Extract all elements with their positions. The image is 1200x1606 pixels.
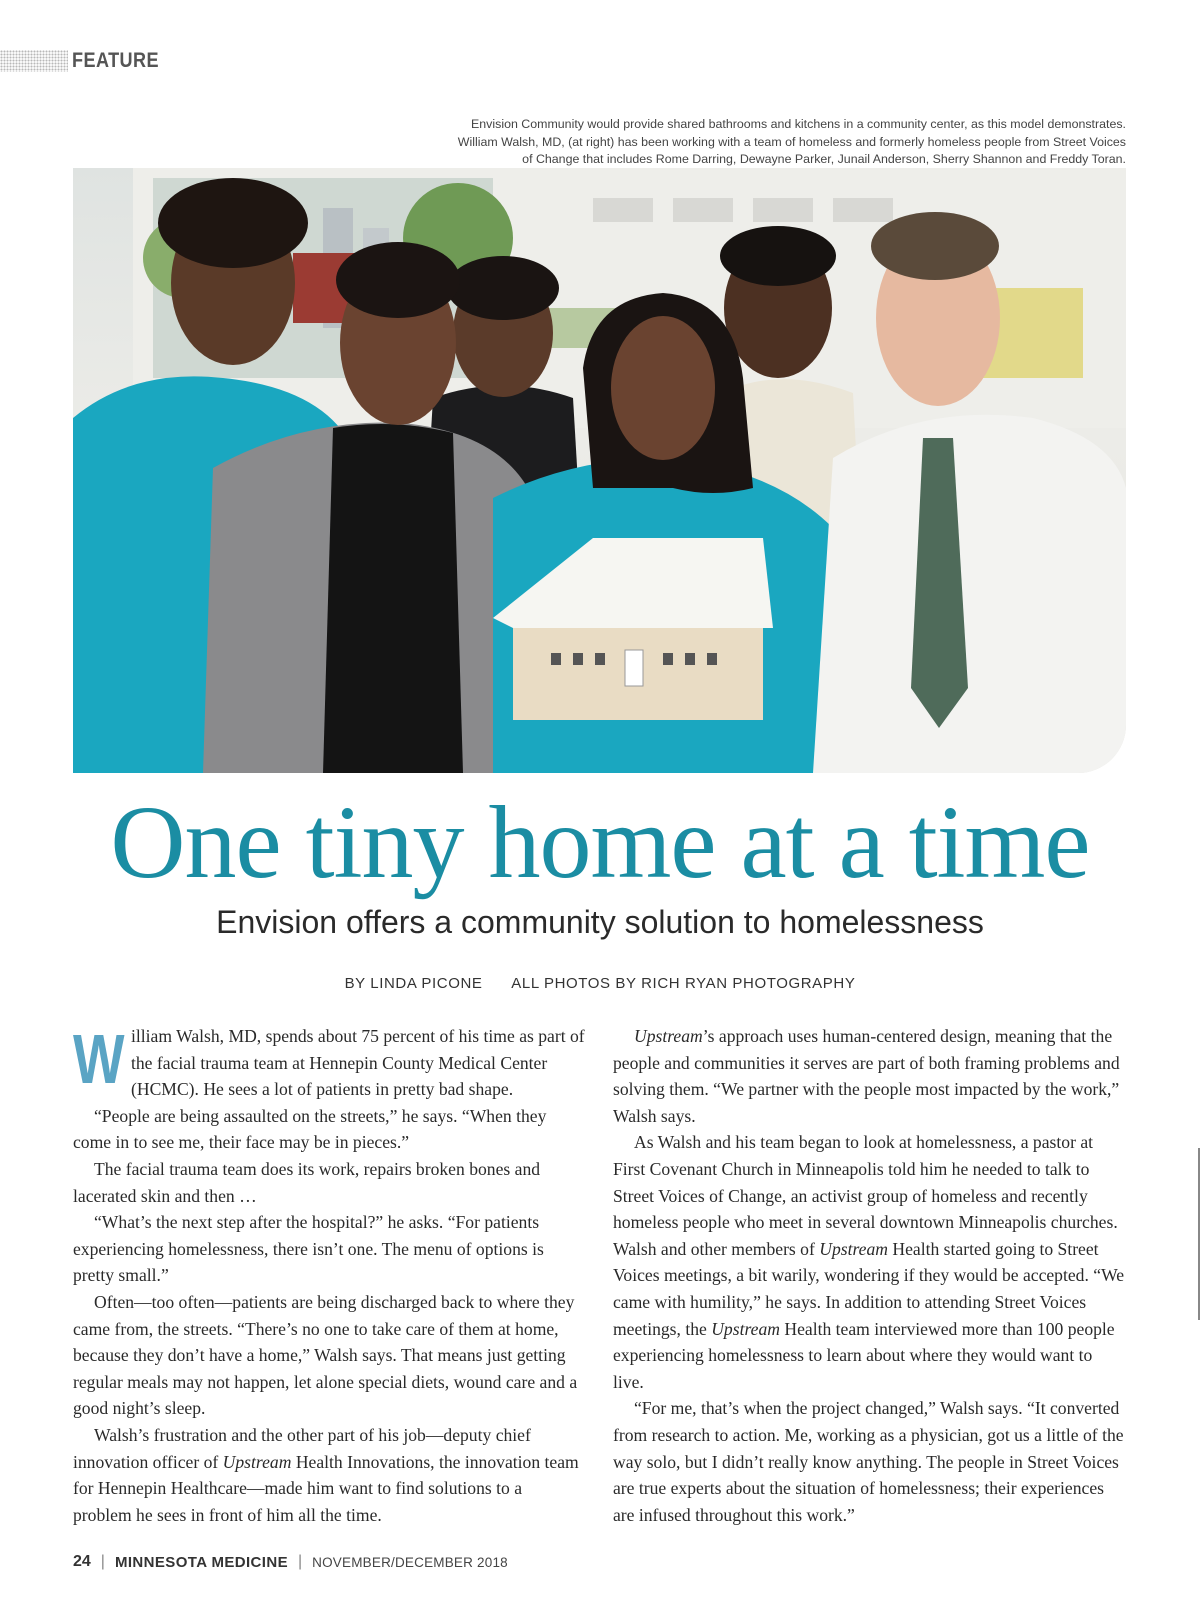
article-column-left bbox=[73, 1020, 585, 1528]
paragraph-text: Health Innovations, the innovation team for Hennepin Healthcare—made him want to find solutions to a problem he sees in front of him all the time. bbox=[73, 1451, 579, 1525]
byline bbox=[0, 975, 1200, 992]
person-hair bbox=[336, 242, 460, 318]
section-tag bbox=[0, 48, 173, 74]
paragraph-text: ’s approach uses human-centered design, meaning that the people and communities it serves are part of both framing problems and solving them. “We partner with the people most impacted by the work,” Walsh says. bbox=[613, 1026, 1120, 1126]
paragraph bbox=[73, 1422, 585, 1528]
model-window bbox=[707, 653, 717, 665]
magazine-name: MINNESOTA MEDICINE bbox=[114, 1553, 288, 1571]
footer-separator: | bbox=[100, 1553, 105, 1570]
model-window bbox=[551, 653, 561, 665]
paragraph-text: illiam Walsh, MD, spends about 75 percent of his time as part of the facial trauma team at Hennepin County Medical Center (HCMC). He sees a lot of patients in pretty bad shape. bbox=[131, 1026, 585, 1100]
page-footer bbox=[73, 1552, 508, 1572]
paragraph-text: As Walsh and his team began to look at homelessness, a pastor at First Covenant Church in Minneapolis told him he needed to talk to Street Voices of Change, an activist group of homeless and recently homeless people who meet in several downtown Minneapolis churches. Walsh and other members of bbox=[613, 1132, 1118, 1259]
author-credit: BY LINDA PICONE bbox=[344, 975, 483, 992]
person-hair bbox=[871, 212, 999, 280]
model-window bbox=[573, 653, 583, 665]
paragraph: “People are being assaulted on the streets,” he says. “When they come in to see me, their face may be in pieces.” bbox=[73, 1105, 547, 1153]
model-window bbox=[685, 653, 695, 665]
white-shirt bbox=[813, 415, 1126, 773]
model-window bbox=[663, 653, 673, 665]
group-portrait-illustration bbox=[73, 168, 1126, 773]
section-label: FEATURE bbox=[72, 49, 159, 72]
paragraph bbox=[613, 1129, 1125, 1395]
diagram-box bbox=[753, 198, 813, 222]
paragraph: “For me, that’s when the project changed,” Walsh says. “It converted from research to action. Me, working as a physician, got us a little of the way solo, but I didn’t really know anything. The people in Street Voices are true experts about the situation of homelessness; their experiences are infused throughout this work.” bbox=[613, 1398, 1124, 1525]
halftone-dots bbox=[0, 50, 68, 72]
paragraph: Often—too often—patients are being discharged back to where they came from, the streets. “There’s no one to take care of them at home, because they don’t have a home,” Walsh says. That means just getting regular meals may not happen, let alone special diets, wound care and a good night’s sleep. bbox=[73, 1291, 578, 1419]
model-window bbox=[595, 653, 605, 665]
paragraph bbox=[613, 1023, 1125, 1129]
diagram-box bbox=[593, 198, 653, 222]
photo-credit: ALL PHOTOS BY RICH RYAN PHOTOGRAPHY bbox=[511, 975, 856, 992]
article-subtitle: Envision offers a community solution to homelessness bbox=[216, 904, 984, 940]
paragraph-text: Walsh’s frustration and the other part of his job—deputy chief innovation officer of bbox=[73, 1424, 531, 1472]
person-face bbox=[611, 316, 715, 460]
person-hair bbox=[720, 226, 836, 286]
italic-name: Upstream bbox=[711, 1318, 780, 1339]
black-shirt bbox=[323, 424, 463, 773]
paragraph-text: Health team interviewed more than 100 people experiencing homelessness to learn about where they would want to live. bbox=[613, 1318, 1115, 1392]
page-number: 24 bbox=[73, 1553, 91, 1570]
issue-date: NOVEMBER/DECEMBER 2018 bbox=[312, 1554, 508, 1570]
diagram-box bbox=[833, 198, 893, 222]
footer-separator: | bbox=[298, 1553, 303, 1570]
caption-line: Envision Community would provide shared bathrooms and kitchens in a community center, as this model demonstrates. bbox=[471, 117, 1126, 131]
italic-name: Upstream bbox=[634, 1026, 703, 1046]
caption-line: William Walsh, MD, (at right) has been working with a team of homeless and formerly homeless people from Street Voices bbox=[457, 134, 1126, 149]
article-title: One tiny home at a time bbox=[110, 785, 1090, 900]
paragraph bbox=[73, 1020, 585, 1103]
paragraph: “What’s the next step after the hospital?” he asks. “For patients experiencing homelessness, there isn’t one. The menu of options is pretty small.” bbox=[73, 1212, 544, 1286]
model-door bbox=[625, 650, 643, 686]
photo-caption bbox=[366, 116, 1126, 169]
article-column-right bbox=[613, 1023, 1125, 1528]
feature-photo bbox=[73, 168, 1126, 773]
italic-name: Upstream bbox=[222, 1451, 292, 1472]
diagram-box bbox=[673, 198, 733, 222]
italic-name: Upstream bbox=[819, 1238, 888, 1259]
person-hair bbox=[158, 178, 308, 268]
caption-line: of Change that includes Rome Darring, Dewayne Parker, Junail Anderson, Sherry Shannon and Freddy Toran. bbox=[522, 152, 1126, 166]
paragraph: The facial trauma team does its work, repairs broken bones and lacerated skin and then … bbox=[73, 1158, 541, 1206]
paragraph-text: Health started going to Street Voices meetings, a bit warily, wondering if they would be accepted. “We came with humility,” he says. In addition to attending Street Voices meetings, the bbox=[613, 1238, 1125, 1339]
person-hair bbox=[447, 256, 559, 320]
drop-cap: W bbox=[73, 1020, 125, 1098]
